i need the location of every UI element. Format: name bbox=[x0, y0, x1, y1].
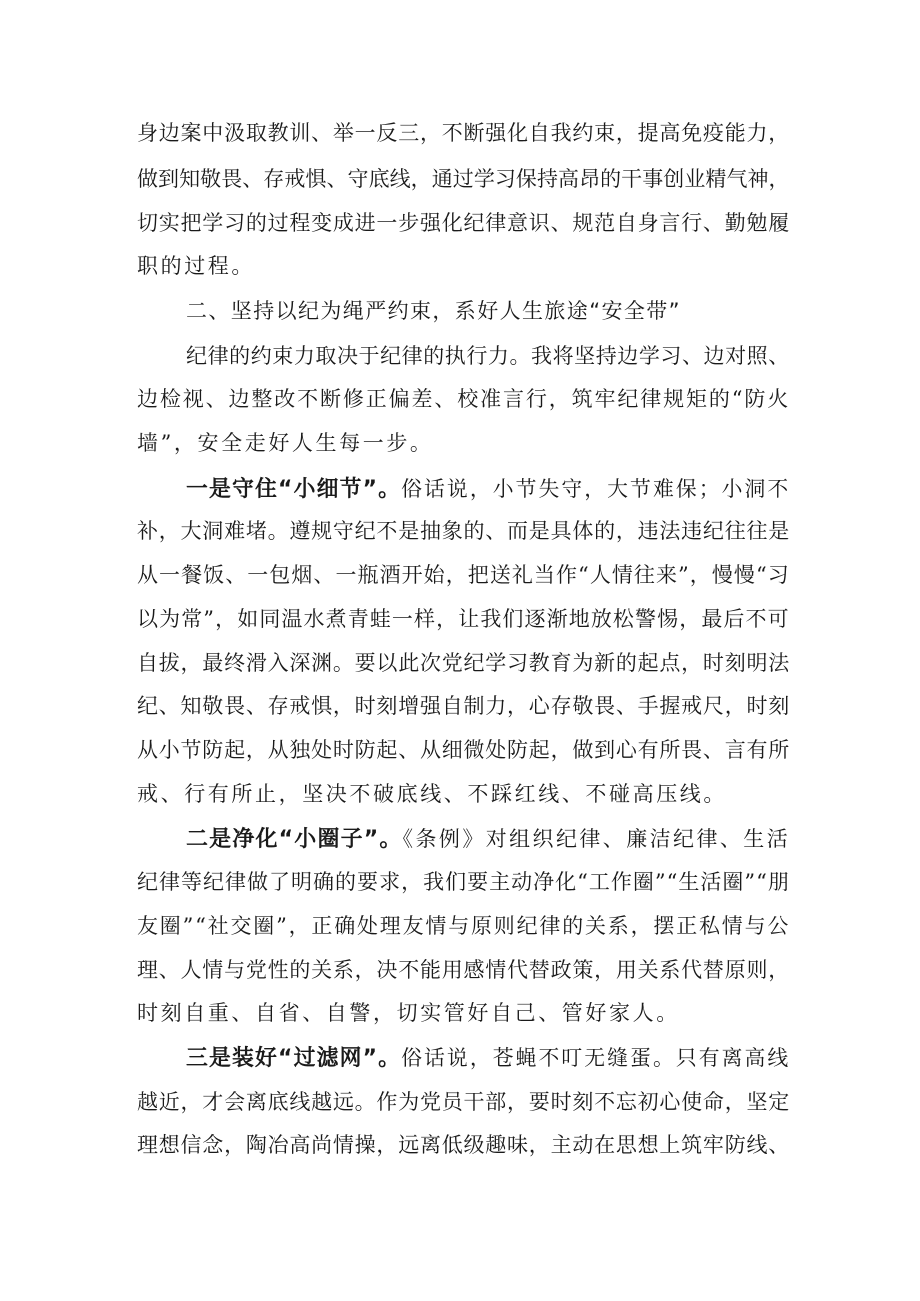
paragraph-line bbox=[186, 467, 790, 511]
paragraph-line bbox=[186, 817, 790, 861]
paragraph-line: 做到知敬畏、存戒惧、守底线，通过学习保持高昂的干事创业精气神， bbox=[137, 167, 790, 191]
paragraph-line: 纪、知敬畏、存戒惧，时刻增强自制力，心存敬畏、手握戒尺，时刻 bbox=[137, 694, 790, 718]
paragraph-line: 墙”，安全走好人生每一步。 bbox=[137, 431, 434, 455]
paragraph-line: 切实把学习的过程变成进一步强化纪律意识、规范自身言行、勤勉履 bbox=[137, 211, 790, 235]
paragraph-line: 边检视、边整改不断修正偏差、校准言行，筑牢纪律规矩的“防火 bbox=[137, 387, 791, 411]
point-first-line-text: 俗话说，苍蝇不叮无缝蛋。只有离高线 bbox=[401, 1046, 791, 1070]
paragraph-line: 从小节防起，从独处时防起、从细微处防起，做到心有所畏、言有所 bbox=[137, 738, 790, 762]
paragraph-line: 以为常”，如同温水煮青蛙一样，让我们逐渐地放松警惕，最后不可 bbox=[137, 607, 790, 631]
paragraph-line: 纪律等纪律做了明确的要求，我们要主动净化“工作圈”“生活圈”“朋 bbox=[137, 870, 790, 894]
paragraph-line: 时刻自重、自省、自警，切实管好自己、管好家人。 bbox=[137, 1001, 680, 1025]
paragraph-line: 纪律的约束力取决于纪律的执行力。我将坚持边学习、边对照、 bbox=[186, 344, 790, 368]
paragraph-line bbox=[186, 1036, 790, 1080]
paragraph-line: 补，大洞难堵。遵规守纪不是抽象的、而是具体的，违法违纪往往是 bbox=[137, 519, 790, 543]
point-first-line-text: 俗话说，小节失守，大节难保；小洞不 bbox=[401, 477, 791, 501]
paragraph-line: 理、人情与党性的关系，决不能用感情代替政策，用关系代替原则， bbox=[137, 958, 790, 982]
paragraph-line: 从一餐饭、一包烟、一瓶酒开始，把送礼当作“人情往来”，慢慢“习 bbox=[137, 563, 790, 587]
paragraph-line: 职的过程。 bbox=[137, 254, 255, 278]
point-lead: 二是净化“小圈子”。 bbox=[186, 827, 403, 852]
paragraph-line: 理想信念，陶冶高尚情操，远离低级趣味，主动在思想上筑牢防线、 bbox=[137, 1133, 790, 1157]
point-first-line-text: 《条例》对组织纪律、廉洁纪律、生活 bbox=[402, 827, 791, 851]
paragraph-line: 友圈”“社交圈”，正确处理友情与原则纪律的关系，摆正私情与公 bbox=[137, 914, 791, 938]
paragraph-line: 自拔，最终滑入深渊。要以此次党纪学习教育为新的起点，时刻明法 bbox=[137, 651, 790, 675]
point-lead: 三是装好“过滤网”。 bbox=[186, 1046, 402, 1071]
point-lead: 一是守住“小细节”。 bbox=[186, 477, 402, 502]
section-heading: 二、坚持以纪为绳严约束，系好人生旅途“安全带” bbox=[186, 299, 681, 323]
paragraph-line: 身边案中汲取教训、举一反三，不断强化自我约束，提高免疫能力， bbox=[137, 121, 790, 145]
paragraph-line: 戒、行有所止，坚决不破底线、不踩红线、不碰高压线。 bbox=[137, 782, 727, 806]
paragraph-line: 越近，才会离底线越远。作为党员干部，要时刻不忘初心使命，坚定 bbox=[137, 1090, 790, 1114]
